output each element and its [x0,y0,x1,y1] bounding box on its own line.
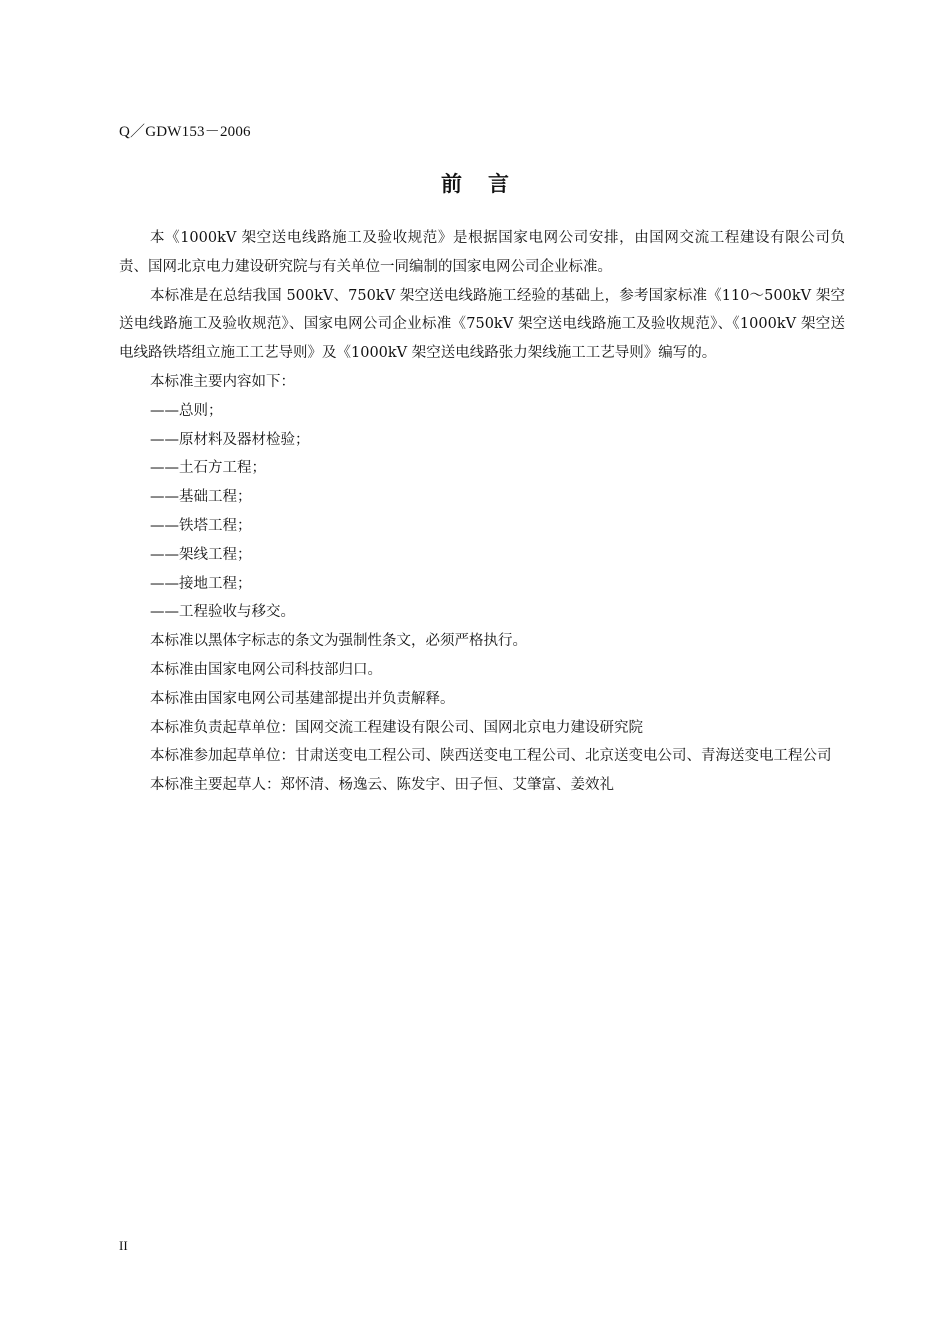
list-item: ——架线工程； [150,546,252,563]
paragraph-intro: 本《1000kV 架空送电线路施工及验收规范》是根据国家电网公司安排，由国网交流工程建设有限公司负责、国网北京电力建设研究院与有关单位一同编制的国家电网公司企业标准。 [119,230,845,275]
list-item: ——接地工程； [150,575,252,592]
list-item: ——土石方工程； [150,460,266,477]
paragraph-basis: 本标准是在总结我国 500kV、750kV 架空送电线路施工经验的基础上，参考国家标准《110～500kV 架空送电线路施工及验收规范》、国家电网公司企业标准《750kV 架空送电线路施工及验收规范》、《1000kV 架空送电线路铁塔组立施工工艺导则》及《1000kV 架空送电线路张力架线施工工艺导则》编写的。 [119,287,845,362]
list-item: ——工程验收与移交。 [150,604,295,621]
paragraph-management: 本标准由国家电网公司科技部归口。 [150,661,382,678]
document-code: Q／GDW153－2006 [119,124,251,140]
page-number: II [119,1238,128,1253]
paragraph-interpretation: 本标准由国家电网公司基建部提出并负责解释。 [150,690,455,707]
list-item: ——总则； [150,402,223,419]
paragraph-authors: 本标准主要起草人：郑怀清、杨逸云、陈发宇、田子恒、艾肇富、姜效礼 [150,777,614,794]
list-item: ——原材料及器材检验； [150,431,310,448]
body-content [119,224,845,800]
paragraph-mandatory: 本标准以黑体字标志的条文为强制性条文，必须严格执行。 [150,633,527,650]
list-item: ——基础工程； [150,489,252,506]
paragraph-participants: 本标准参加起草单位：甘肃送变电工程公司、陕西送变电工程公司、北京送变电公司、青海送变电工程公司 [150,748,832,765]
paragraph-lead-drafter: 本标准负责起草单位：国网交流工程建设有限公司、国网北京电力建设研究院 [150,719,643,736]
paragraph-contents-lead: 本标准主要内容如下： [150,373,295,390]
page-title: 前言 [441,172,535,196]
list-item: ——铁塔工程； [150,517,252,534]
